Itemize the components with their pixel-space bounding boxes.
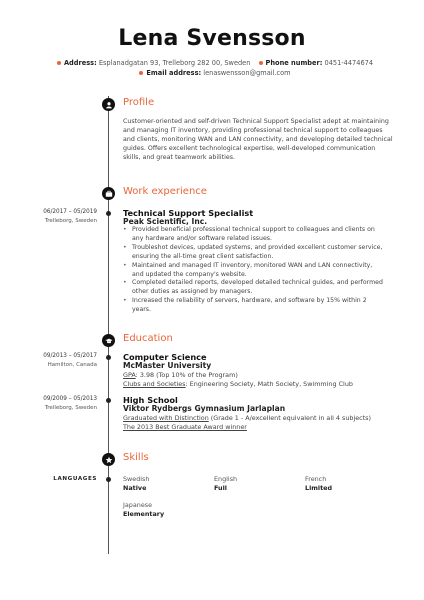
- job-location: Trelleborg, Sweden: [44, 218, 97, 224]
- language-item: [214, 475, 237, 492]
- graduation-cap-icon: [102, 334, 115, 347]
- job-title: Technical Support Specialist: [123, 208, 254, 218]
- language-name: Japanese: [123, 501, 153, 509]
- language-name: English: [214, 475, 238, 483]
- phone-label: Phone number:: [265, 59, 323, 67]
- work-section-title: Work experience: [123, 186, 207, 197]
- list-item: • Maintained and managed IT inventory, monitored WAN and LAN connectivity, and updated the company's website.: [123, 262, 385, 280]
- bullet-dot: [259, 61, 263, 65]
- language-level: Limited: [305, 484, 333, 492]
- languages-label: LANGUAGES: [53, 476, 97, 482]
- contact-line-2: [0, 69, 424, 77]
- job-date: 06/2017 – 05/2019: [43, 209, 97, 215]
- edu-date: 09/2009 – 05/2013: [43, 396, 97, 402]
- email-value: lenaswensson@gmail.com: [203, 69, 291, 77]
- education-section-title: Education: [123, 333, 173, 344]
- honor-label: Graduated with Distinction: [123, 414, 209, 422]
- briefcase-icon: [102, 187, 115, 200]
- language-name: French: [305, 475, 327, 483]
- timeline-line: [108, 96, 109, 554]
- timeline-dot: [106, 477, 111, 482]
- bullet-dot: [139, 71, 143, 75]
- star-icon: [102, 453, 115, 466]
- language-item: [305, 475, 332, 492]
- gpa-label: GPA: [123, 371, 136, 379]
- edu-date: 09/2013 – 05/2017: [43, 353, 97, 359]
- list-item: • Provided beneficial professional technical support to colleagues and clients on any hardware and/or software related issues.: [123, 226, 385, 244]
- contact-line-1: [0, 59, 424, 67]
- edu-school: Viktor Rydbergs Gymnasium Jarlaplan: [123, 404, 286, 413]
- profile-summary: Customer-oriented and self-driven Technical Support Specialist adept at maintaining and managing IT inventory, providing professional technical support to colleagues and clients, monitoring WAN and LAN connectivity, and developing detailed technical guides. Offers excellent technological expertise, well-developed communication skills, and great teamwork abilities.: [123, 118, 393, 161]
- job-bullets: [123, 226, 385, 315]
- resume-name: Lena Svensson: [118, 26, 306, 51]
- list-item: • Increased the reliability of servers, hardware, and software by 15% within 2 years.: [123, 297, 385, 315]
- user-icon: [102, 98, 115, 111]
- list-item: • Completed detailed reports, developed detailed technical guides, and performed other duties as assigned by managers.: [123, 279, 385, 297]
- job-company: Peak Scientific, Inc.: [123, 217, 208, 226]
- language-name: Swedish: [123, 475, 150, 483]
- edu-award: The 2013 Best Graduate Award winner: [123, 423, 247, 431]
- timeline-dot: [106, 398, 111, 403]
- clubs-label: Clubs and Societies: [123, 380, 186, 388]
- honor-value: (Grade 1 - A/excellent equivalent in all 4 subjects): [208, 414, 371, 422]
- timeline-dot: [106, 211, 111, 216]
- edu-location: Hamilton, Canada: [47, 362, 97, 368]
- email-label: Email address:: [146, 69, 202, 77]
- edu-clubs: [123, 380, 353, 388]
- list-item: • Troubleshot devices, updated systems, and provided excellent customer service, ensuring the all-time great client satisfaction.: [123, 244, 385, 262]
- language-item: [123, 501, 164, 518]
- phone-value: 0451-4474674: [324, 59, 374, 67]
- language-level: Elementary: [123, 510, 165, 518]
- edu-school: McMaster University: [123, 361, 212, 370]
- address-value: Esplanadgatan 93, Trelleborg 282 00, Sweden: [98, 59, 251, 67]
- language-level: Full: [214, 484, 227, 492]
- address-label: Address:: [63, 59, 97, 67]
- edu-degree: High School: [123, 395, 178, 405]
- edu-degree: Computer Science: [123, 352, 207, 362]
- timeline-dot: [106, 355, 111, 360]
- profile-section-title: Profile: [123, 97, 155, 108]
- language-level: Native: [123, 484, 147, 492]
- edu-gpa: [123, 371, 238, 379]
- edu-honor: [123, 414, 371, 422]
- bullet-dot: [57, 61, 61, 65]
- language-item: [123, 475, 149, 492]
- gpa-value: : 3.98 (Top 10% of the Program): [135, 371, 238, 379]
- skills-section-title: Skills: [123, 452, 149, 463]
- clubs-value: : Engineering Society, Math Society, Swimming Club: [185, 380, 353, 388]
- edu-location: Trelleborg, Sweden: [44, 405, 97, 411]
